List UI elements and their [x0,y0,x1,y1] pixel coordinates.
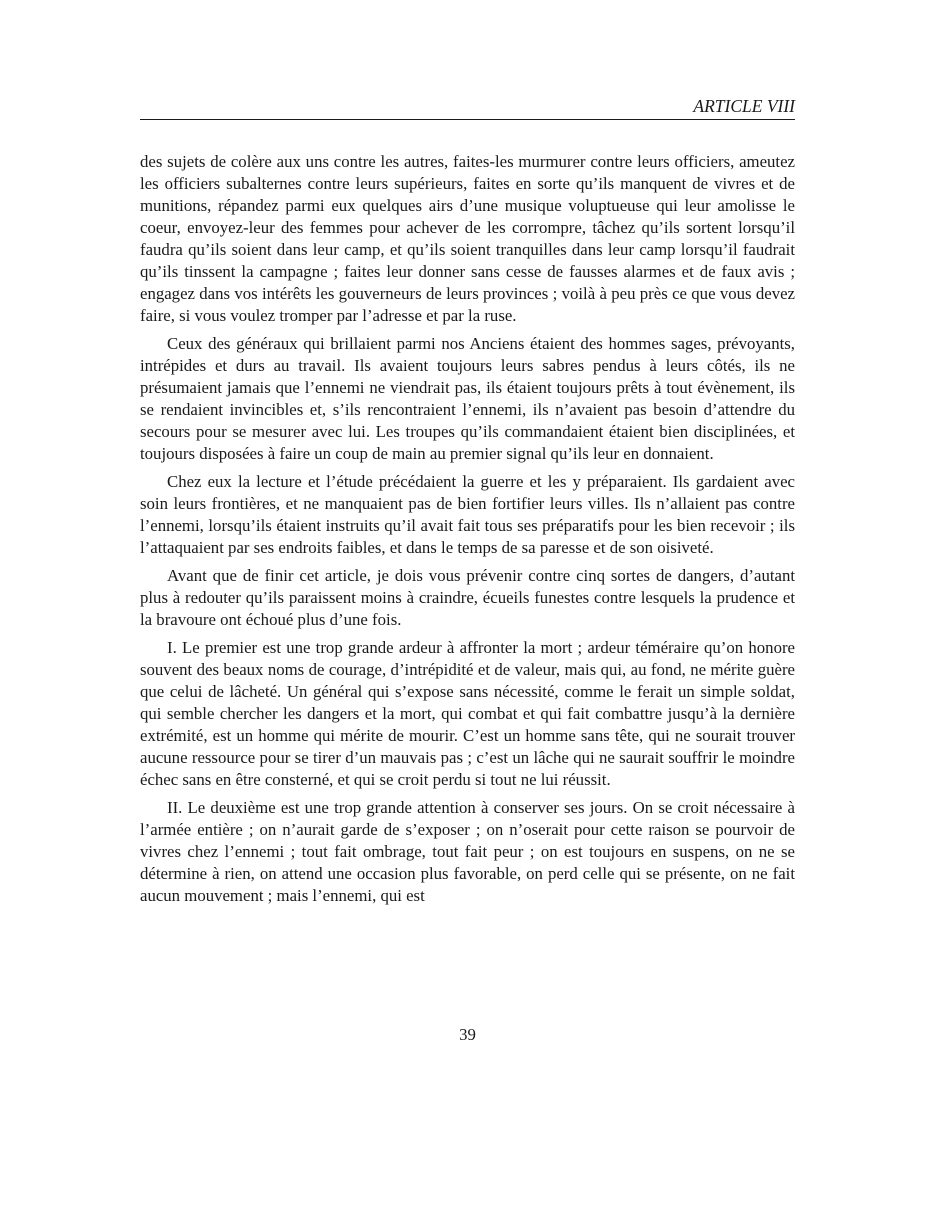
paragraph-generals: Ceux des généraux qui brillaient parmi nos Anciens étaient des hommes sages, prévoyants, intrépides et durs au travail. Ils avaient toujours leurs sabres pendus à leurs côtés, ils ne présumaient jamais que l’ennemi ne viendrait pas, ils étaient toujours prêts à tout évènement, ils se rendaient invincibles et, s’ils rencontraient l’ennemi, ils n’avaient pas besoin d’attendre du secours pour se mesurer avec lui. Les troupes qu’ils commandaient étaient bien disciplinées, et toujours disposées à faire un coup de main au premier signal qu’ils leur en donnaient. [140,334,795,463]
paragraph-danger-one: I. Le premier est une trop grande ardeur à affronter la mort ; ardeur téméraire qu’on honore souvent des beaux noms de courage, d’intrépidité et de valeur, mais qui, au fond, ne mérite guère que celui de lâcheté. Un général qui s’expose sans nécessité, comme le ferait un simple soldat, qui semble chercher les dangers et la mort, qui combat et qui fait combattre jusqu’à la dernière extrémité, est un homme qui mérite de mourir. C’est un homme sans tête, qui ne sourait trouver aucune ressource pour se tirer d’un mauvais pas ; c’est un lâche qui ne saurait souffrir le moindre échec sans en être consterné, et qui se croit perdu si tout ne lui réussit. [140,638,795,789]
paragraph-danger-two: II. Le deuxième est une trop grande attention à conserver ses jours. On se croit nécessaire à l’armée entière ; on n’aurait garde de s’exposer ; on n’oserait pour cette raison se pourvoir de vivres chez l’ennemi ; tout fait ombrage, tout fait peur ; on est toujours en suspens, on ne se détermine à rien, on attend une occasion plus favorable, on perd celle qui se présente, on ne fait aucun mouvement ; mais l’ennemi, qui est [140,798,795,905]
paragraph-study: Chez eux la lecture et l’étude précédaient la guerre et les y préparaient. Ils gardaient avec soin leurs frontières, et ne manquaient pas de bien fortifier leurs villes. Ils n’allaient pas contre l’ennemi, lorsqu’ils étaient instruits qu’il avait fait tous ses préparatifs pour les bien recevoir ; ils l’attaquaient par ses endroits faibles, et dans le temps de sa paresse et de son oisiveté. [140,472,795,557]
header-rule [140,119,795,120]
page-number: 39 [459,1025,476,1044]
body-text [140,151,795,913]
paragraph-continuation: des sujets de colère aux uns contre les autres, faites-les murmurer contre leurs officiers, ameutez les officiers subalternes contre leurs supérieurs, faites en sorte qu’ils manquent de vivres et de munitions, répandez parmi eux quelques airs d’une musique voluptueuse qui leur amolisse le coeur, envoyez-leur des femmes pour achever de les corrompre, tâchez qu’ils sortent lorsqu’il faudra qu’ils soient dans leur camp, et qu’ils soient tranquilles dans leur camp lorsqu’il faudrait qu’ils tinssent la campagne ; faites leur donner sans cesse de fausses alarmes et de faux avis ; engagez dans vos intérêts les gouverneurs de leurs provinces ; voilà à peu près ce que vous devez faire, si vous voulez tromper par l’adresse et par la ruse. [140,152,795,325]
paragraph-dangers-intro: Avant que de finir cet article, je dois vous prévenir contre cinq sortes de dangers, d’autant plus à redouter qu’ils paraissent moins à craindre, écueils funestes contre lesquels la prudence et la bravoure ont échoué plus d’une fois. [140,566,795,629]
running-header-title: ARTICLE VIII [693,96,795,116]
